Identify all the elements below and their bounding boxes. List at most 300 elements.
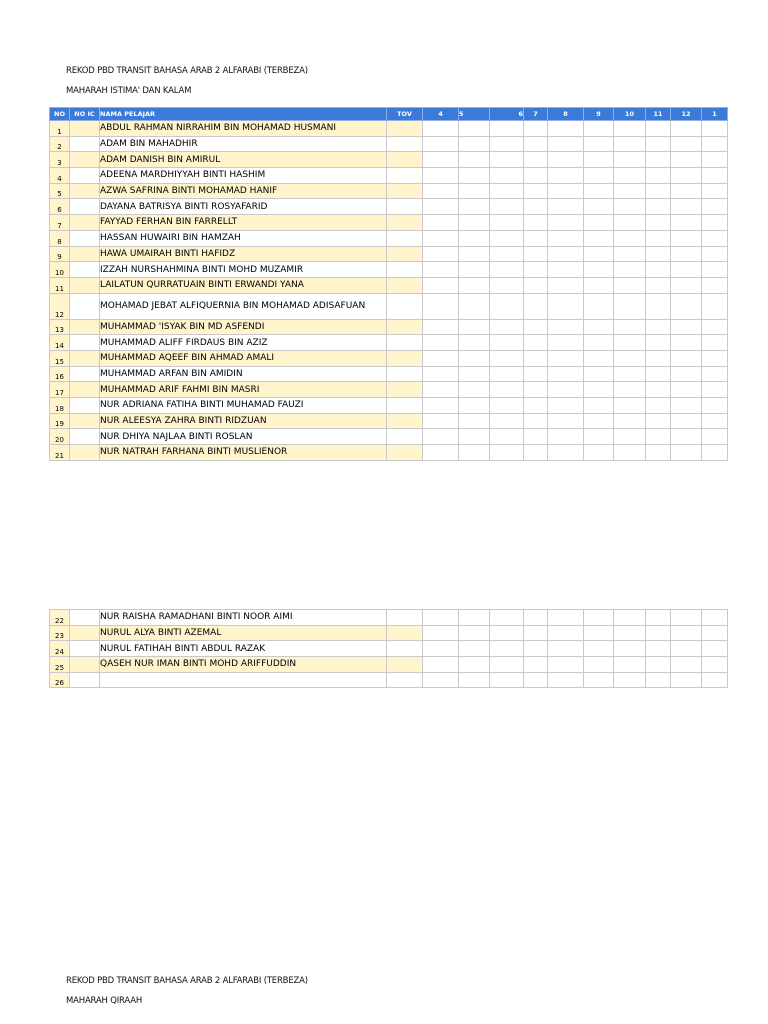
score-cell <box>646 230 671 246</box>
score-cell <box>702 246 728 262</box>
score-cell <box>524 277 548 293</box>
score-cell <box>459 121 490 137</box>
header-col-3: 6 <box>490 108 524 121</box>
score-cell <box>584 672 614 688</box>
score-cell <box>671 335 702 351</box>
score-cell <box>459 277 490 293</box>
row-number: 11 <box>50 277 70 293</box>
score-cell <box>490 277 524 293</box>
row-number: 19 <box>50 413 70 429</box>
table-row <box>50 277 728 293</box>
score-cell <box>490 293 524 319</box>
score-cell <box>548 136 584 152</box>
score-cell <box>671 277 702 293</box>
score-cell <box>490 610 524 626</box>
ic-cell <box>70 398 100 414</box>
score-cell <box>646 293 671 319</box>
student-name: NUR RAISHA RAMADHANI BINTI NOOR AIMI <box>100 610 387 626</box>
score-cell <box>614 246 646 262</box>
tov-cell <box>387 657 423 673</box>
score-cell <box>702 625 728 641</box>
score-cell <box>646 121 671 137</box>
ic-cell <box>70 445 100 461</box>
ic-cell <box>70 335 100 351</box>
score-cell <box>548 246 584 262</box>
score-cell <box>524 413 548 429</box>
score-cell <box>702 262 728 278</box>
document-title: REKOD PBD TRANSIT BAHASA ARAB 2 ALFARABI (TERBEZA) <box>66 66 308 76</box>
score-cell <box>702 230 728 246</box>
row-number: 7 <box>50 215 70 231</box>
score-cell <box>459 199 490 215</box>
student-name: NURUL FATIHAH BINTI ABDUL RAZAK <box>100 641 387 657</box>
row-number: 23 <box>50 625 70 641</box>
table-row <box>50 319 728 335</box>
score-cell <box>548 413 584 429</box>
table-row <box>50 398 728 414</box>
student-name: NUR ALEESYA ZAHRA BINTI RIDZUAN <box>100 413 387 429</box>
tov-cell <box>387 382 423 398</box>
score-cell <box>614 215 646 231</box>
score-cell <box>490 152 524 168</box>
score-cell <box>614 382 646 398</box>
score-cell <box>524 429 548 445</box>
score-cell <box>459 230 490 246</box>
score-cell <box>548 366 584 382</box>
score-cell <box>524 121 548 137</box>
score-cell <box>584 335 614 351</box>
score-cell <box>490 199 524 215</box>
table-row <box>50 168 728 184</box>
tov-cell <box>387 672 423 688</box>
score-cell <box>614 183 646 199</box>
score-cell <box>459 429 490 445</box>
tov-cell <box>387 136 423 152</box>
score-cell <box>671 121 702 137</box>
score-cell <box>702 277 728 293</box>
score-cell <box>423 136 459 152</box>
score-cell <box>423 350 459 366</box>
score-cell <box>584 262 614 278</box>
score-cell <box>614 136 646 152</box>
student-name: NUR ADRIANA FATIHA BINTI MUHAMAD FAUZI <box>100 398 387 414</box>
score-cell <box>646 246 671 262</box>
score-cell <box>423 445 459 461</box>
score-cell <box>490 262 524 278</box>
row-number: 8 <box>50 230 70 246</box>
tov-cell <box>387 319 423 335</box>
header-col-10: 1 <box>702 108 728 121</box>
tov-cell <box>387 168 423 184</box>
score-cell <box>490 429 524 445</box>
score-cell <box>646 672 671 688</box>
student-name: ADEENA MARDHIYYAH BINTI HASHIM <box>100 168 387 184</box>
score-cell <box>614 293 646 319</box>
score-cell <box>702 429 728 445</box>
row-number: 6 <box>50 199 70 215</box>
score-cell <box>671 168 702 184</box>
student-name: NURUL ALYA BINTI AZEMAL <box>100 625 387 641</box>
tov-cell <box>387 398 423 414</box>
score-cell <box>646 277 671 293</box>
score-cell <box>423 429 459 445</box>
score-cell <box>702 350 728 366</box>
score-cell <box>614 262 646 278</box>
score-cell <box>646 429 671 445</box>
score-cell <box>490 366 524 382</box>
score-cell <box>548 293 584 319</box>
score-cell <box>646 152 671 168</box>
ic-cell <box>70 277 100 293</box>
row-number: 21 <box>50 445 70 461</box>
tov-cell <box>387 335 423 351</box>
table-row <box>50 350 728 366</box>
score-cell <box>614 610 646 626</box>
score-cell <box>548 335 584 351</box>
row-number: 15 <box>50 350 70 366</box>
row-number: 20 <box>50 429 70 445</box>
score-cell <box>490 183 524 199</box>
row-number: 25 <box>50 657 70 673</box>
header-col-5: 8 <box>548 108 584 121</box>
table-row <box>50 262 728 278</box>
score-cell <box>646 445 671 461</box>
score-cell <box>490 350 524 366</box>
score-cell <box>584 152 614 168</box>
row-number: 5 <box>50 183 70 199</box>
score-cell <box>423 199 459 215</box>
student-name: LAILATUN QURRATUAIN BINTI ERWANDI YANA <box>100 277 387 293</box>
score-cell <box>548 641 584 657</box>
score-cell <box>646 168 671 184</box>
header-col-8: 11 <box>646 108 671 121</box>
score-cell <box>459 152 490 168</box>
score-cell <box>646 610 671 626</box>
score-cell <box>459 657 490 673</box>
score-cell <box>614 121 646 137</box>
score-cell <box>646 366 671 382</box>
table-row <box>50 230 728 246</box>
score-cell <box>459 413 490 429</box>
score-cell <box>459 398 490 414</box>
tov-cell <box>387 152 423 168</box>
score-cell <box>548 215 584 231</box>
student-name: MUHAMMAD AQEEF BIN AHMAD AMALI <box>100 350 387 366</box>
score-cell <box>646 136 671 152</box>
score-cell <box>490 382 524 398</box>
score-cell <box>702 672 728 688</box>
score-cell <box>584 366 614 382</box>
score-cell <box>423 152 459 168</box>
score-cell <box>584 121 614 137</box>
table-row <box>50 183 728 199</box>
score-cell <box>524 136 548 152</box>
score-cell <box>524 335 548 351</box>
score-cell <box>646 335 671 351</box>
score-cell <box>702 445 728 461</box>
score-cell <box>646 641 671 657</box>
score-cell <box>524 398 548 414</box>
tov-cell <box>387 413 423 429</box>
row-number: 10 <box>50 262 70 278</box>
score-cell <box>459 168 490 184</box>
score-cell <box>490 625 524 641</box>
document-subtitle: MAHARAH ISTIMA' DAN KALAM <box>66 86 192 96</box>
row-number: 22 <box>50 610 70 626</box>
score-cell <box>524 152 548 168</box>
score-cell <box>671 366 702 382</box>
score-cell <box>548 168 584 184</box>
score-cell <box>646 398 671 414</box>
table-row <box>50 445 728 461</box>
score-cell <box>423 246 459 262</box>
table-row <box>50 215 728 231</box>
table-row <box>50 335 728 351</box>
score-cell <box>490 657 524 673</box>
table-row <box>50 641 728 657</box>
score-cell <box>584 319 614 335</box>
header-no: NO <box>50 108 70 121</box>
ic-cell <box>70 610 100 626</box>
score-cell <box>671 625 702 641</box>
score-cell <box>423 121 459 137</box>
tov-cell <box>387 277 423 293</box>
student-name: DAYANA BATRISYA BINTI ROSYAFARID <box>100 199 387 215</box>
score-cell <box>614 657 646 673</box>
score-cell <box>490 319 524 335</box>
row-number: 17 <box>50 382 70 398</box>
score-cell <box>646 350 671 366</box>
score-cell <box>423 413 459 429</box>
score-cell <box>646 215 671 231</box>
ic-cell <box>70 413 100 429</box>
student-record-table-continued <box>49 609 728 688</box>
tov-cell <box>387 183 423 199</box>
score-cell <box>548 152 584 168</box>
score-cell <box>671 657 702 673</box>
row-number: 1 <box>50 121 70 137</box>
row-number: 4 <box>50 168 70 184</box>
score-cell <box>459 246 490 262</box>
student-name <box>100 672 387 688</box>
row-number: 26 <box>50 672 70 688</box>
score-cell <box>702 657 728 673</box>
score-cell <box>671 382 702 398</box>
score-cell <box>702 183 728 199</box>
score-cell <box>459 335 490 351</box>
ic-cell <box>70 168 100 184</box>
score-cell <box>702 641 728 657</box>
header-col-9: 12 <box>671 108 702 121</box>
score-cell <box>524 168 548 184</box>
score-cell <box>614 152 646 168</box>
score-cell <box>548 625 584 641</box>
ic-cell <box>70 262 100 278</box>
score-cell <box>702 168 728 184</box>
ic-cell <box>70 625 100 641</box>
score-cell <box>584 199 614 215</box>
tov-cell <box>387 293 423 319</box>
score-cell <box>548 262 584 278</box>
header-col-2: 5 <box>459 108 490 121</box>
score-cell <box>548 199 584 215</box>
student-name: FAYYAD FERHAN BIN FARRELLT <box>100 215 387 231</box>
score-cell <box>423 319 459 335</box>
score-cell <box>671 610 702 626</box>
score-cell <box>490 230 524 246</box>
score-cell <box>702 413 728 429</box>
score-cell <box>646 319 671 335</box>
score-cell <box>584 246 614 262</box>
score-cell <box>614 429 646 445</box>
tov-cell <box>387 641 423 657</box>
score-cell <box>490 136 524 152</box>
student-name: AZWA SAFRINA BINTI MOHAMAD HANIF <box>100 183 387 199</box>
ic-cell <box>70 152 100 168</box>
score-cell <box>548 610 584 626</box>
score-cell <box>423 398 459 414</box>
score-cell <box>671 262 702 278</box>
ic-cell <box>70 246 100 262</box>
ic-cell <box>70 319 100 335</box>
ic-cell <box>70 382 100 398</box>
student-name: NUR DHIYA NAJLAA BINTI ROSLAN <box>100 429 387 445</box>
score-cell <box>459 319 490 335</box>
ic-cell <box>70 657 100 673</box>
score-cell <box>548 657 584 673</box>
score-cell <box>548 672 584 688</box>
score-cell <box>459 350 490 366</box>
score-cell <box>702 398 728 414</box>
score-cell <box>548 429 584 445</box>
score-cell <box>584 277 614 293</box>
ic-cell <box>70 199 100 215</box>
score-cell <box>548 445 584 461</box>
score-cell <box>490 641 524 657</box>
score-cell <box>614 230 646 246</box>
student-name: HAWA UMAIRAH BINTI HAFIDZ <box>100 246 387 262</box>
score-cell <box>548 350 584 366</box>
score-cell <box>459 215 490 231</box>
row-number: 16 <box>50 366 70 382</box>
score-cell <box>524 610 548 626</box>
score-cell <box>702 136 728 152</box>
score-cell <box>614 445 646 461</box>
table-row <box>50 121 728 137</box>
header-col-4: 7 <box>524 108 548 121</box>
table-row <box>50 246 728 262</box>
score-cell <box>671 293 702 319</box>
ic-cell <box>70 215 100 231</box>
ic-cell <box>70 641 100 657</box>
score-cell <box>423 366 459 382</box>
score-cell <box>459 293 490 319</box>
score-cell <box>671 413 702 429</box>
score-cell <box>490 168 524 184</box>
score-cell <box>524 199 548 215</box>
score-cell <box>524 246 548 262</box>
score-cell <box>671 183 702 199</box>
score-cell <box>702 152 728 168</box>
header-tov: TOV <box>387 108 423 121</box>
tov-cell <box>387 199 423 215</box>
table-row <box>50 136 728 152</box>
row-number: 18 <box>50 398 70 414</box>
row-number: 9 <box>50 246 70 262</box>
tov-cell <box>387 429 423 445</box>
table-row <box>50 152 728 168</box>
score-cell <box>671 429 702 445</box>
score-cell <box>584 398 614 414</box>
header-col-7: 10 <box>614 108 646 121</box>
score-cell <box>423 183 459 199</box>
table-row <box>50 657 728 673</box>
score-cell <box>459 641 490 657</box>
score-cell <box>614 641 646 657</box>
score-cell <box>614 335 646 351</box>
row-number: 14 <box>50 335 70 351</box>
score-cell <box>490 215 524 231</box>
score-cell <box>614 168 646 184</box>
footer-document-subtitle: MAHARAH QIRAAH <box>66 996 143 1006</box>
score-cell <box>459 262 490 278</box>
score-cell <box>646 382 671 398</box>
score-cell <box>524 215 548 231</box>
table-row <box>50 382 728 398</box>
score-cell <box>614 625 646 641</box>
score-cell <box>524 672 548 688</box>
score-cell <box>524 350 548 366</box>
student-name: ADAM BIN MAHADHIR <box>100 136 387 152</box>
score-cell <box>614 366 646 382</box>
score-cell <box>671 641 702 657</box>
tov-cell <box>387 610 423 626</box>
score-cell <box>584 168 614 184</box>
score-cell <box>702 319 728 335</box>
score-cell <box>490 398 524 414</box>
student-name: NUR NATRAH FARHANA BINTI MUSLIENOR <box>100 445 387 461</box>
score-cell <box>614 199 646 215</box>
score-cell <box>423 657 459 673</box>
score-cell <box>584 230 614 246</box>
score-cell <box>423 293 459 319</box>
score-cell <box>524 319 548 335</box>
score-cell <box>459 445 490 461</box>
score-cell <box>702 215 728 231</box>
score-cell <box>614 319 646 335</box>
score-cell <box>459 136 490 152</box>
student-name: IZZAH NURSHAHMINA BINTI MOHD MUZAMIR <box>100 262 387 278</box>
score-cell <box>423 168 459 184</box>
ic-cell <box>70 429 100 445</box>
table-row <box>50 413 728 429</box>
score-cell <box>646 625 671 641</box>
score-cell <box>671 319 702 335</box>
score-cell <box>702 293 728 319</box>
score-cell <box>524 657 548 673</box>
student-name: MUHAMMAD ARFAN BIN AMIDIN <box>100 366 387 382</box>
score-cell <box>671 215 702 231</box>
score-cell <box>702 199 728 215</box>
row-number: 13 <box>50 319 70 335</box>
score-cell <box>524 641 548 657</box>
tov-cell <box>387 230 423 246</box>
ic-cell <box>70 293 100 319</box>
score-cell <box>584 183 614 199</box>
score-cell <box>702 382 728 398</box>
score-cell <box>423 277 459 293</box>
score-cell <box>548 183 584 199</box>
